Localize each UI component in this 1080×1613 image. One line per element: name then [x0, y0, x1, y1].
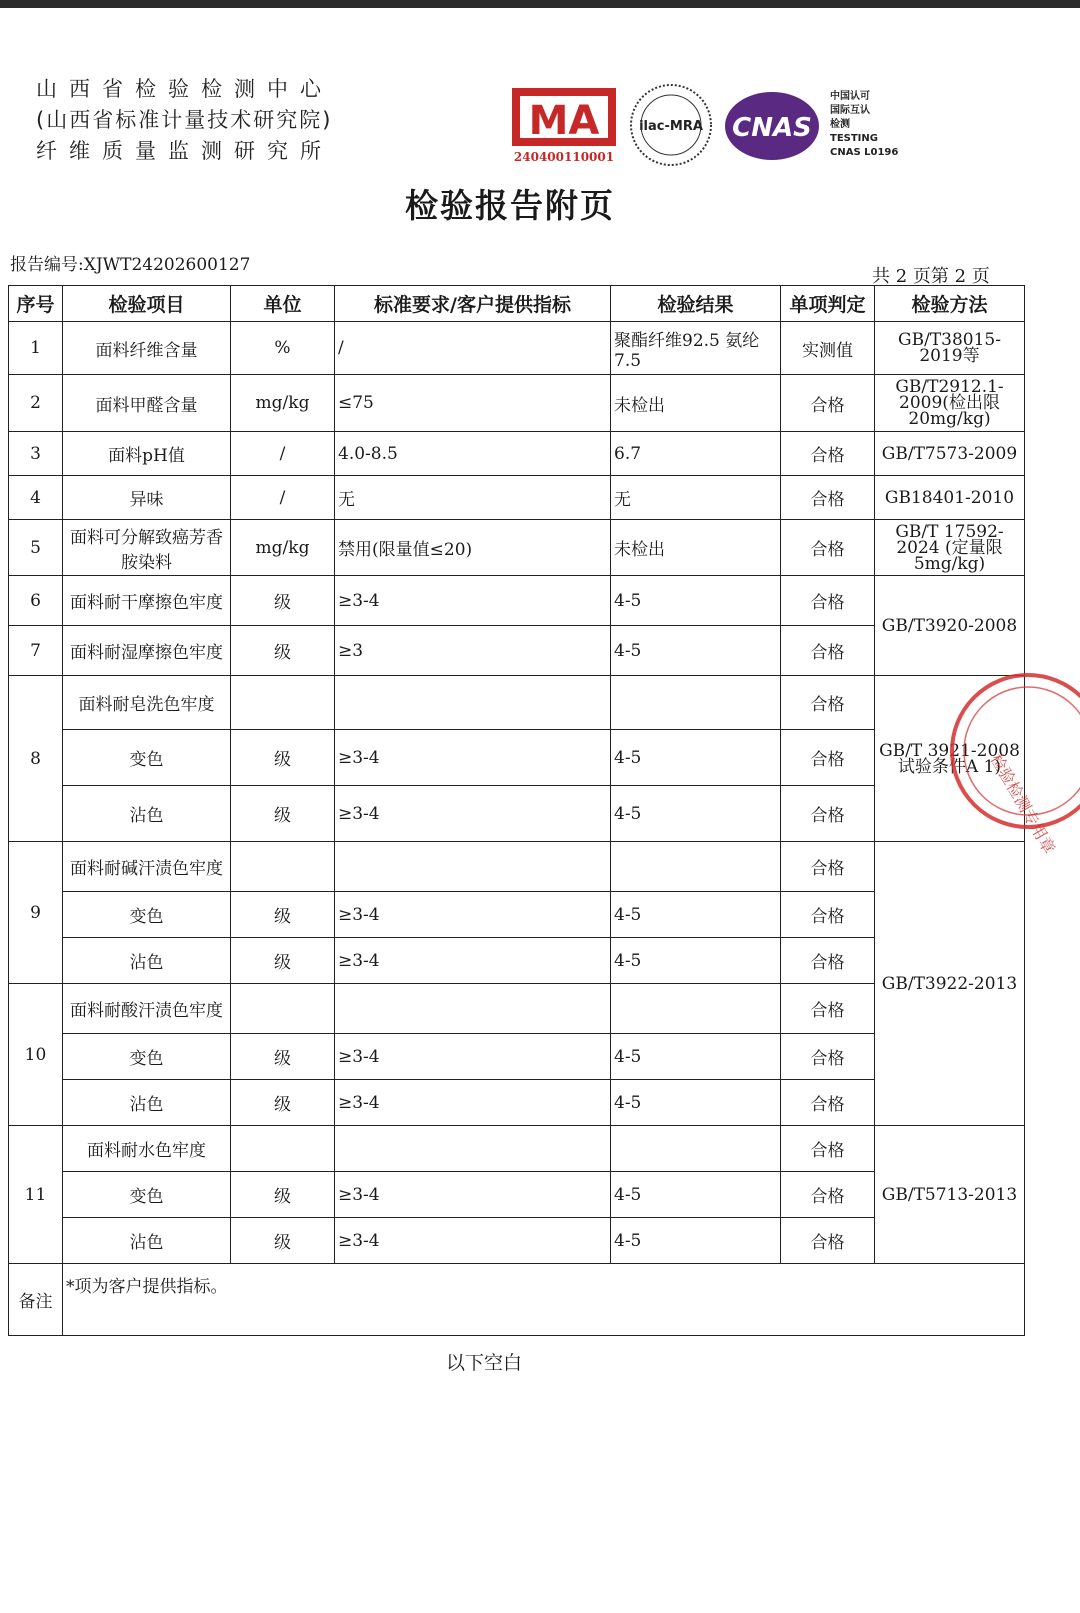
cnas-side-line: TESTING [830, 133, 878, 144]
ma-logo-text: MA [528, 98, 600, 144]
method-soaping: GB/T 3921-2008试验条件A 1) [875, 676, 1025, 842]
row-requirement [335, 842, 611, 892]
table-header-row [9, 286, 1025, 322]
row-no: 3 [9, 432, 63, 476]
row-unit: 级 [231, 892, 335, 938]
ilac-mra-logo [628, 82, 714, 168]
row-item: 面料pH值 [63, 432, 231, 476]
header-item: 检验项目 [63, 286, 231, 322]
cnas-side-line: CNAS L0196 [830, 147, 899, 158]
row-requirement [335, 1126, 611, 1172]
header-result: 检验结果 [611, 286, 781, 322]
row-item: 变色 [63, 1172, 231, 1218]
row-no: 8 [9, 676, 63, 842]
cnas-accreditation-text [830, 90, 898, 160]
blank-below-notice: 以下空白 [445, 1352, 522, 1374]
page-title: 检验报告附页 [405, 186, 615, 225]
row-no: 7 [9, 626, 63, 676]
inspection-table [8, 285, 1025, 1336]
row-unit: 级 [231, 626, 335, 676]
table-row [9, 520, 1025, 576]
table-row [9, 375, 1025, 432]
row-unit: 级 [231, 1034, 335, 1080]
row-unit: 级 [231, 1172, 335, 1218]
note-row [9, 1264, 1025, 1336]
table-row [9, 676, 1025, 730]
table-row [9, 842, 1025, 892]
row-unit: 级 [231, 730, 335, 786]
row-judgement: 合格 [781, 730, 875, 786]
method-rubbing: GB/T3920-2008 [875, 576, 1025, 676]
row-no: 1 [9, 322, 63, 375]
row-unit [231, 842, 335, 892]
row-judgement: 合格 [781, 375, 875, 432]
row-unit [231, 1126, 335, 1172]
row-judgement: 合格 [781, 432, 875, 476]
row-result: 4-5 [611, 626, 781, 676]
row-result: 聚酯纤维92.5 氨纶7.5 [611, 322, 781, 375]
report-number: 报告编号:XJWT24202600127 [10, 255, 251, 275]
row-requirement: ≥3-4 [335, 1080, 611, 1126]
row-unit: % [231, 322, 335, 375]
row-result: 4-5 [611, 1080, 781, 1126]
table-row [9, 786, 1025, 842]
row-no: 2 [9, 375, 63, 432]
org-name: 山西省检验检测中心 [36, 77, 333, 101]
row-judgement: 合格 [781, 892, 875, 938]
row-judgement: 实测值 [781, 322, 875, 375]
row-method: GB18401-2010 [875, 476, 1025, 520]
row-unit: 级 [231, 938, 335, 984]
row-result: 4-5 [611, 1218, 781, 1264]
row-method: GB/T7573-2009 [875, 432, 1025, 476]
row-requirement: ≥3-4 [335, 1034, 611, 1080]
scan-top-edge [0, 0, 1080, 8]
row-requirement: ≥3-4 [335, 576, 611, 626]
row-item: 变色 [63, 730, 231, 786]
row-requirement: ≤75 [335, 375, 611, 432]
organization-header [36, 74, 376, 167]
row-judgement: 合格 [781, 576, 875, 626]
table-row [9, 1080, 1025, 1126]
row-unit: mg/kg [231, 520, 335, 576]
row-judgement: 合格 [781, 786, 875, 842]
row-requirement: / [335, 322, 611, 375]
row-result [611, 676, 781, 730]
row-requirement: ≥3-4 [335, 938, 611, 984]
row-item: 面料耐皂洗色牢度 [63, 676, 231, 730]
cnas-side-line: 中国认可 [830, 91, 870, 102]
row-unit: / [231, 476, 335, 520]
row-requirement: 禁用(限量值≤20) [335, 520, 611, 576]
header-judgement: 单项判定 [781, 286, 875, 322]
table-row [9, 322, 1025, 375]
row-requirement: ≥3 [335, 626, 611, 676]
table-row [9, 1218, 1025, 1264]
row-judgement: 合格 [781, 676, 875, 730]
header-method: 检验方法 [875, 286, 1025, 322]
row-result: 无 [611, 476, 781, 520]
table-row [9, 476, 1025, 520]
table-row [9, 1126, 1025, 1172]
row-requirement: ≥3-4 [335, 1172, 611, 1218]
cnas-logo [722, 88, 822, 164]
certification-logos [508, 82, 928, 174]
row-no: 4 [9, 476, 63, 520]
row-unit: / [231, 432, 335, 476]
header-no: 序号 [9, 286, 63, 322]
row-item: 面料耐酸汗渍色牢度 [63, 984, 231, 1034]
row-judgement: 合格 [781, 984, 875, 1034]
row-item: 面料耐碱汗渍色牢度 [63, 842, 231, 892]
org-parent-name: (山西省标准计量技术研究院) [36, 108, 333, 132]
row-result: 未检出 [611, 520, 781, 576]
row-item: 沾色 [63, 938, 231, 984]
cnas-logo-text: CNAS [732, 113, 812, 143]
row-result: 4-5 [611, 576, 781, 626]
row-method: GB/T2912.1-2009(检出限20mg/kg) [875, 375, 1025, 432]
row-result: 4-5 [611, 938, 781, 984]
row-judgement: 合格 [781, 476, 875, 520]
table-row [9, 576, 1025, 626]
cnas-side-line: 国际互认 [830, 105, 870, 116]
ma-cert-number: 240400110001 [513, 150, 615, 164]
row-result [611, 842, 781, 892]
row-item: 沾色 [63, 786, 231, 842]
row-unit: 级 [231, 1080, 335, 1126]
org-institute-name: 纤维质量监测研究所 [36, 139, 333, 163]
row-judgement: 合格 [781, 1080, 875, 1126]
row-item: 面料纤维含量 [63, 322, 231, 375]
row-item: 面料耐干摩擦色牢度 [63, 576, 231, 626]
row-requirement [335, 676, 611, 730]
row-unit [231, 676, 335, 730]
row-unit [231, 984, 335, 1034]
method-perspiration: GB/T3922-2013 [875, 842, 1025, 1126]
table-row [9, 1172, 1025, 1218]
note-text: *项为客户提供指标。 [63, 1264, 1025, 1336]
row-no: 5 [9, 520, 63, 576]
row-unit: 级 [231, 576, 335, 626]
row-judgement: 合格 [781, 1034, 875, 1080]
row-no: 11 [9, 1126, 63, 1264]
row-unit: mg/kg [231, 375, 335, 432]
row-requirement: ≥3-4 [335, 730, 611, 786]
row-item: 面料可分解致癌芳香胺染料 [63, 520, 231, 576]
row-no: 10 [9, 984, 63, 1126]
table-row [9, 730, 1025, 786]
ilac-logo-text: ilac-MRA [639, 119, 703, 134]
row-item: 变色 [63, 892, 231, 938]
row-judgement: 合格 [781, 1172, 875, 1218]
row-no: 9 [9, 842, 63, 984]
row-requirement: ≥3-4 [335, 892, 611, 938]
row-result: 4-5 [611, 1034, 781, 1080]
row-item: 变色 [63, 1034, 231, 1080]
method-water: GB/T5713-2013 [875, 1126, 1025, 1264]
row-result [611, 984, 781, 1034]
row-requirement: ≥3-4 [335, 786, 611, 842]
row-requirement: 4.0-8.5 [335, 432, 611, 476]
row-item: 沾色 [63, 1218, 231, 1264]
table-row [9, 892, 1025, 938]
row-item: 面料耐湿摩擦色牢度 [63, 626, 231, 676]
row-result: 未检出 [611, 375, 781, 432]
row-method: GB/T 17592-2024 (定量限5mg/kg) [875, 520, 1025, 576]
row-result: 4-5 [611, 1172, 781, 1218]
row-judgement: 合格 [781, 1126, 875, 1172]
row-requirement: ≥3-4 [335, 1218, 611, 1264]
table-row [9, 984, 1025, 1034]
row-unit: 级 [231, 1218, 335, 1264]
row-judgement: 合格 [781, 938, 875, 984]
header-requirement: 标准要求/客户提供指标 [335, 286, 611, 322]
row-judgement: 合格 [781, 842, 875, 892]
row-result: 4-5 [611, 892, 781, 938]
table-row [9, 432, 1025, 476]
table-row [9, 1034, 1025, 1080]
row-unit: 级 [231, 786, 335, 842]
row-judgement: 合格 [781, 626, 875, 676]
row-result: 4-5 [611, 786, 781, 842]
row-result [611, 1126, 781, 1172]
cnas-side-line: 检测 [830, 119, 850, 130]
row-item: 异味 [63, 476, 231, 520]
row-method: GB/T38015-2019等 [875, 322, 1025, 375]
svg-text:检验检测专用章: 检验检测专用章 [986, 750, 1059, 858]
row-result: 6.7 [611, 432, 781, 476]
table-row [9, 626, 1025, 676]
row-item: 面料耐水色牢度 [63, 1126, 231, 1172]
header-unit: 单位 [231, 286, 335, 322]
row-item: 面料甲醛含量 [63, 375, 231, 432]
row-judgement: 合格 [781, 520, 875, 576]
row-no: 6 [9, 576, 63, 626]
row-item: 沾色 [63, 1080, 231, 1126]
note-label: 备注 [9, 1264, 63, 1336]
row-result: 4-5 [611, 730, 781, 786]
page-indicator: 共 2 页第 2 页 [872, 266, 990, 287]
row-judgement: 合格 [781, 1218, 875, 1264]
row-requirement [335, 984, 611, 1034]
table-row [9, 938, 1025, 984]
row-requirement: 无 [335, 476, 611, 520]
